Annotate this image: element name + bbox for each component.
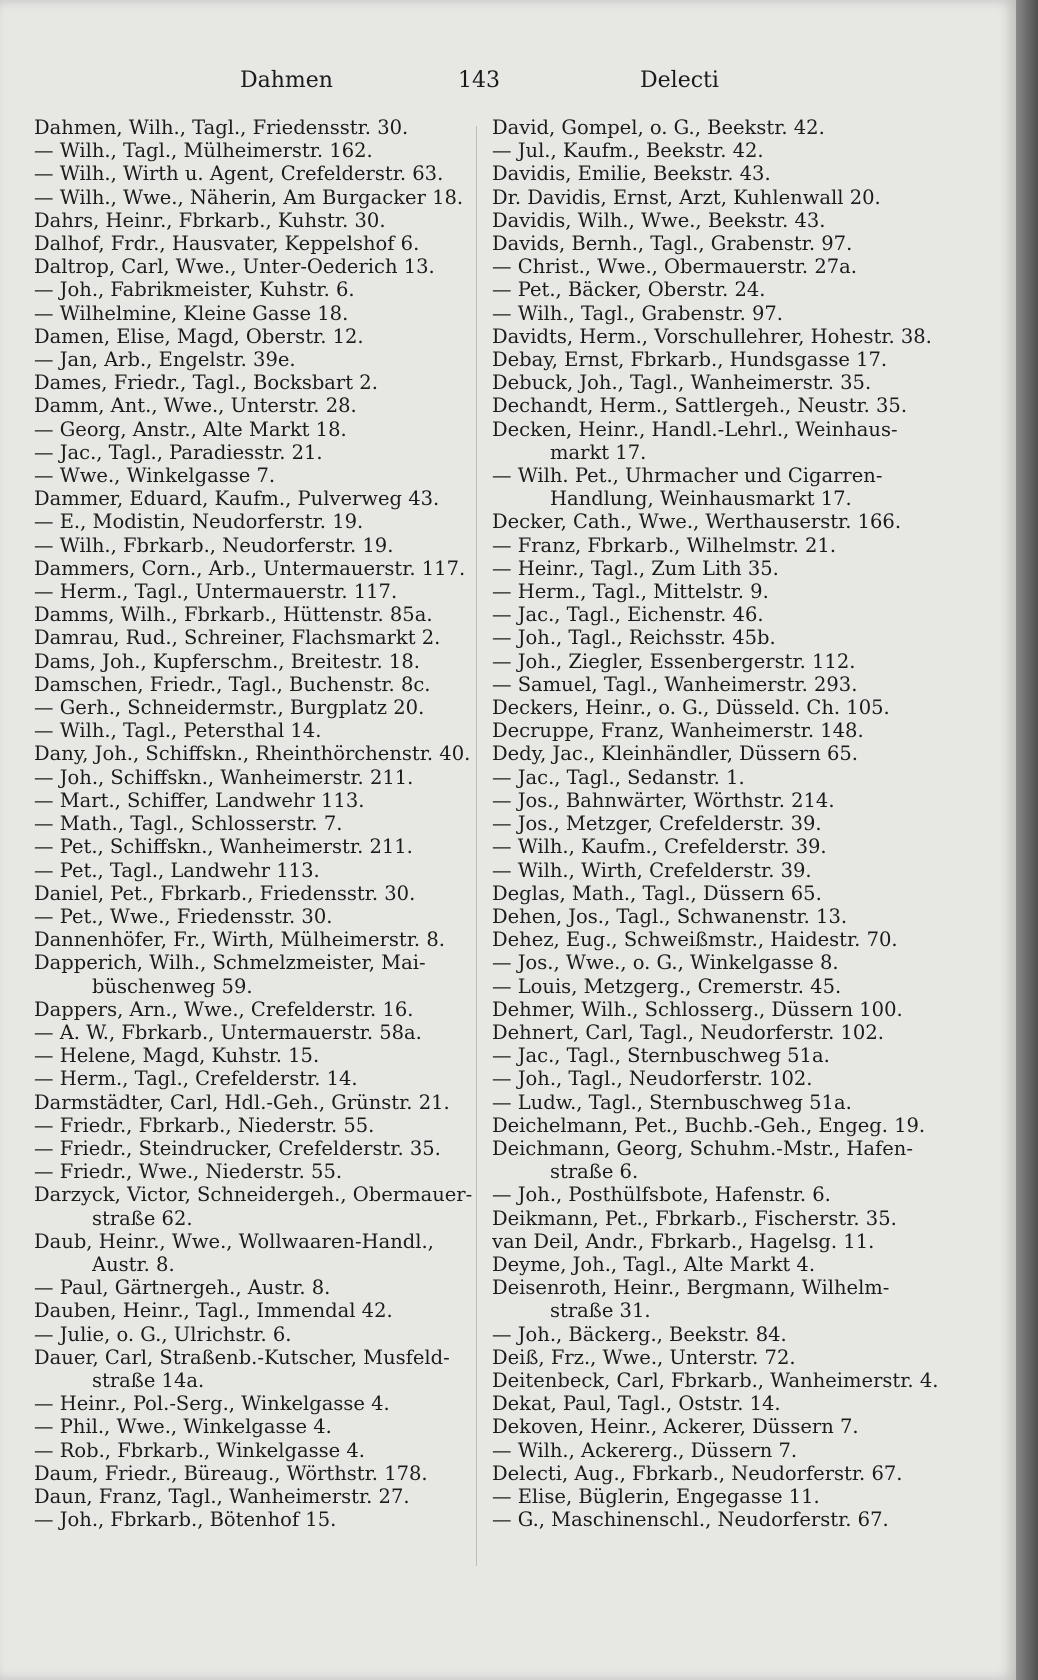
directory-entry: — Friedr., Steindrucker, Crefelderstr. 35. <box>34 1136 441 1160</box>
directory-entry: — Jac., Tagl., Sternbuschweg 51a. <box>492 1044 830 1068</box>
entry-continuation: Handlung, Weinhausmarkt 17. <box>550 487 852 511</box>
entry-continuation: büschenweg 59. <box>92 974 253 998</box>
directory-entry: Daltrop, Carl, Wwe., Unter-Oederich 13. <box>34 255 435 279</box>
directory-entry: Deckers, Heinr., o. G., Düsseld. Ch. 105. <box>492 696 890 720</box>
directory-entry: Dechandt, Herm., Sattlergeh., Neustr. 35. <box>492 394 908 418</box>
page-header <box>0 64 1016 104</box>
directory-entry: — Jos., Bahnwärter, Wörthstr. 214. <box>492 788 835 812</box>
directory-entry: Deichmann, Georg, Schuhm.-Mstr., Hafen- <box>492 1136 913 1160</box>
directory-entry: — Pet., Schiffskn., Wanheimerstr. 211. <box>34 835 413 859</box>
header-left-keyword: Dahmen <box>240 68 333 93</box>
directory-entry: Deitenbeck, Carl, Fbrkarb., Wanheimerstr. 4. <box>492 1368 939 1392</box>
directory-entry: — Wilh., Fbrkarb., Neudorferstr. 19. <box>34 533 394 557</box>
directory-entry: Davidis, Wilh., Wwe., Beekstr. 43. <box>492 208 826 232</box>
directory-entry: Dany, Joh., Schiffskn., Rheinthörchenstr. 40. <box>34 742 471 766</box>
directory-entry: Dammers, Corn., Arb., Untermauerstr. 117. <box>34 556 466 580</box>
directory-entry: Dapperich, Wilh., Schmelzmeister, Mai- <box>34 951 426 975</box>
entry-continuation: markt 17. <box>550 440 647 464</box>
directory-entry: — Wilh., Tagl., Grabenstr. 97. <box>492 301 783 325</box>
directory-entry: — Math., Tagl., Schlosserstr. 7. <box>34 812 343 836</box>
directory-entry: — Herm., Tagl., Crefelderstr. 14. <box>34 1067 358 1091</box>
directory-entry: Debuck, Joh., Tagl., Wanheimerstr. 35. <box>492 371 872 395</box>
directory-entry: — Mart., Schiffer, Landwehr 113. <box>34 788 365 812</box>
directory-entry: — Ludw., Tagl., Sternbuschweg 51a. <box>492 1090 852 1114</box>
directory-entry: Dr. Davidis, Ernst, Arzt, Kuhlenwall 20. <box>492 185 881 209</box>
directory-entry: Dehmer, Wilh., Schlosserg., Düssern 100. <box>492 997 903 1021</box>
directory-entry: — Jac., Tagl., Eichenstr. 46. <box>492 603 764 627</box>
directory-entry: Deiß, Frz., Wwe., Unterstr. 72. <box>492 1345 796 1369</box>
directory-entry: — Wilh., Kaufm., Crefelderstr. 39. <box>492 835 827 859</box>
directory-entry: — Wilh., Tagl., Petersthal 14. <box>34 719 322 743</box>
directory-entry: Decker, Cath., Wwe., Werthauserstr. 166. <box>492 510 902 534</box>
directory-entry: — Jac., Tagl., Paradiesstr. 21. <box>34 440 323 464</box>
entry-continuation: straße 31. <box>550 1299 651 1323</box>
directory-entry: Deisenroth, Heinr., Bergmann, Wilhelm- <box>492 1276 890 1300</box>
directory-entry: — Wilh., Wwe., Näherin, Am Burgacker 18. <box>34 185 464 209</box>
directory-entry: — Wilh., Wirth, Crefelderstr. 39. <box>492 858 812 882</box>
entry-continuation: straße 14a. <box>92 1368 205 1392</box>
directory-entry: Deyme, Joh., Tagl., Alte Markt 4. <box>492 1252 816 1276</box>
directory-entry: — Joh., Fabrikmeister, Kuhstr. 6. <box>34 278 355 302</box>
directory-entry: Daub, Heinr., Wwe., Wollwaaren-Handl., <box>34 1229 434 1253</box>
directory-entry: Dams, Joh., Kupferschm., Breitestr. 18. <box>34 649 420 673</box>
directory-entry: — Wilh., Wirth u. Agent, Crefelderstr. 63. <box>34 162 444 186</box>
directory-entry: — Joh., Tagl., Neudorferstr. 102. <box>492 1067 813 1091</box>
directory-entry: Dedy, Jac., Kleinhändler, Düssern 65. <box>492 742 858 766</box>
directory-entry: Darzyck, Victor, Schneidergeh., Obermauer- <box>34 1183 473 1207</box>
directory-entry: Dahmen, Wilh., Tagl., Friedensstr. 30. <box>34 116 409 139</box>
directory-entry: van Deil, Andr., Fbrkarb., Hagelsg. 11. <box>492 1229 875 1253</box>
directory-entry: — Samuel, Tagl., Wanheimerstr. 293. <box>492 672 858 696</box>
directory-entry: — Georg, Anstr., Alte Markt 18. <box>34 417 347 441</box>
directory-entry: Dahrs, Heinr., Fbrkarb., Kuhstr. 30. <box>34 208 386 232</box>
directory-entry: Delecti, Aug., Fbrkarb., Neudorferstr. 67. <box>492 1461 903 1485</box>
directory-entry: — Helene, Magd, Kuhstr. 15. <box>34 1044 320 1068</box>
directory-entry: Damen, Elise, Magd, Oberstr. 12. <box>34 324 364 348</box>
directory-entry: — Wilh. Pet., Uhrmacher und Cigarren- <box>492 464 883 488</box>
directory-entry: Daniel, Pet., Fbrkarb., Friedensstr. 30. <box>34 881 416 905</box>
left-column <box>34 116 484 1531</box>
directory-entry: Darmstädter, Carl, Hdl.-Geh., Grünstr. 21. <box>34 1090 450 1114</box>
entry-continuation: straße 6. <box>550 1160 639 1184</box>
directory-entry: Deikmann, Pet., Fbrkarb., Fischerstr. 35. <box>492 1206 897 1230</box>
directory-entry: Dehen, Jos., Tagl., Schwanenstr. 13. <box>492 904 848 928</box>
directory-entry: — Louis, Metzgerg., Cremerstr. 45. <box>492 974 842 998</box>
directory-entry: Daum, Friedr., Büreaug., Wörthstr. 178. <box>34 1461 428 1485</box>
directory-entry: — Wilhelmine, Kleine Gasse 18. <box>34 301 349 325</box>
directory-entry: — Gerh., Schneidermstr., Burgplatz 20. <box>34 696 425 720</box>
directory-entry: Dekat, Paul, Tagl., Oststr. 14. <box>492 1392 781 1416</box>
directory-entry: Dauer, Carl, Straßenb.-Kutscher, Musfeld- <box>34 1345 450 1369</box>
directory-entry: Debay, Ernst, Fbrkarb., Hundsgasse 17. <box>492 348 888 372</box>
directory-entry: Damrau, Rud., Schreiner, Flachsmarkt 2. <box>34 626 441 650</box>
directory-entry: Deglas, Math., Tagl., Düssern 65. <box>492 881 822 905</box>
directory-entry: — Pet., Tagl., Landwehr 113. <box>34 858 320 882</box>
directory-entry: Deichelmann, Pet., Buchb.-Geh., Engeg. 19. <box>492 1113 926 1137</box>
directory-entry: — Jos., Wwe., o. G., Winkelgasse 8. <box>492 951 839 975</box>
directory-entry: — Pet., Bäcker, Oberstr. 24. <box>492 278 766 302</box>
directory-entry: — Rob., Fbrkarb., Winkelgasse 4. <box>34 1438 365 1462</box>
page-number: 143 <box>458 68 500 93</box>
directory-entry: Dames, Friedr., Tagl., Bocksbart 2. <box>34 371 378 395</box>
directory-entry: — Joh., Posthülfsbote, Hafenstr. 6. <box>492 1183 831 1207</box>
directory-entry: Decruppe, Franz, Wanheimerstr. 148. <box>492 719 864 743</box>
directory-entry: Decken, Heinr., Handl.-Lehrl., Weinhaus- <box>492 417 898 441</box>
directory-entry: — Elise, Büglerin, Engegasse 11. <box>492 1484 820 1508</box>
directory-entry: — E., Modistin, Neudorferstr. 19. <box>34 510 364 534</box>
directory-entry: Dehnert, Carl, Tagl., Neudorferstr. 102. <box>492 1020 884 1044</box>
entry-continuation: Austr. 8. <box>92 1252 175 1276</box>
directory-entry: — Heinr., Tagl., Zum Lith 35. <box>492 556 779 580</box>
book-edge <box>1016 0 1038 1680</box>
directory-entry: Daun, Franz, Tagl., Wanheimerstr. 27. <box>34 1484 410 1508</box>
directory-entry: Damm, Ant., Wwe., Unterstr. 28. <box>34 394 357 418</box>
directory-entry: Dekoven, Heinr., Ackerer, Düssern 7. <box>492 1415 859 1439</box>
directory-entry: — G., Maschinenschl., Neudorferstr. 67. <box>492 1508 889 1532</box>
directory-entry: — Christ., Wwe., Obermauerstr. 27a. <box>492 255 857 279</box>
right-column <box>492 116 942 1531</box>
directory-entry: Dehez, Eug., Schweißmstr., Haidestr. 70. <box>492 928 898 952</box>
directory-entry: — Friedr., Fbrkarb., Niederstr. 55. <box>34 1113 375 1137</box>
directory-entry: — Jan, Arb., Engelstr. 39e. <box>34 348 296 372</box>
directory-entry: — Phil., Wwe., Winkelgasse 4. <box>34 1415 332 1439</box>
directory-entry: — A. W., Fbrkarb., Untermauerstr. 58a. <box>34 1020 422 1044</box>
directory-entry: Davidis, Emilie, Beekstr. 43. <box>492 162 771 186</box>
directory-entry: — Heinr., Pol.-Serg., Winkelgasse 4. <box>34 1392 390 1416</box>
directory-entry: Damms, Wilh., Fbrkarb., Hüttenstr. 85a. <box>34 603 433 627</box>
directory-entry: — Pet., Wwe., Friedensstr. 30. <box>34 904 333 928</box>
directory-entry: Dannenhöfer, Fr., Wirth, Mülheimerstr. 8. <box>34 928 445 952</box>
directory-entry: — Wilh., Tagl., Mülheimerstr. 162. <box>34 139 373 163</box>
directory-entry: — Joh., Schiffskn., Wanheimerstr. 211. <box>34 765 414 789</box>
directory-entry: — Jac., Tagl., Sedanstr. 1. <box>492 765 745 789</box>
entry-continuation: straße 62. <box>92 1206 193 1230</box>
directory-entry: Davidts, Herm., Vorschullehrer, Hohestr. 38. <box>492 324 932 348</box>
directory-entry: — Herm., Tagl., Mittelstr. 9. <box>492 580 769 604</box>
directory-entry: Davids, Bernh., Tagl., Grabenstr. 97. <box>492 232 853 256</box>
directory-entry: — Joh., Tagl., Reichsstr. 45b. <box>492 626 776 650</box>
directory-entry: Dappers, Arn., Wwe., Crefelderstr. 16. <box>34 997 414 1021</box>
directory-entry: Dauben, Heinr., Tagl., Immendal 42. <box>34 1299 393 1323</box>
directory-entry: David, Gompel, o. G., Beekstr. 42. <box>492 116 825 139</box>
directory-entry: — Wwe., Winkelgasse 7. <box>34 464 276 488</box>
directory-entry: — Franz, Fbrkarb., Wilhelmstr. 21. <box>492 533 837 557</box>
directory-entry: Dammer, Eduard, Kaufm., Pulverweg 43. <box>34 487 440 511</box>
directory-entry: — Jul., Kaufm., Beekstr. 42. <box>492 139 764 163</box>
header-right-keyword: Delecti <box>640 68 719 93</box>
directory-entry: — Wilh., Ackererg., Düssern 7. <box>492 1438 798 1462</box>
directory-entry: — Jos., Metzger, Crefelderstr. 39. <box>492 812 822 836</box>
directory-entry: — Joh., Fbrkarb., Bötenhof 15. <box>34 1508 337 1532</box>
directory-entry: — Paul, Gärtnergeh., Austr. 8. <box>34 1276 331 1300</box>
directory-entry: — Joh., Bäckerg., Beekstr. 84. <box>492 1322 787 1346</box>
directory-entry: — Herm., Tagl., Untermauerstr. 117. <box>34 580 398 604</box>
directory-entry: — Julie, o. G., Ulrichstr. 6. <box>34 1322 292 1346</box>
directory-entry: Dalhof, Frdr., Hausvater, Keppelshof 6. <box>34 232 420 256</box>
directory-entry: Damschen, Friedr., Tagl., Buchenstr. 8c. <box>34 672 431 696</box>
directory-entry: — Friedr., Wwe., Niederstr. 55. <box>34 1160 343 1184</box>
directory-entry: — Joh., Ziegler, Essenbergerstr. 112. <box>492 649 856 673</box>
